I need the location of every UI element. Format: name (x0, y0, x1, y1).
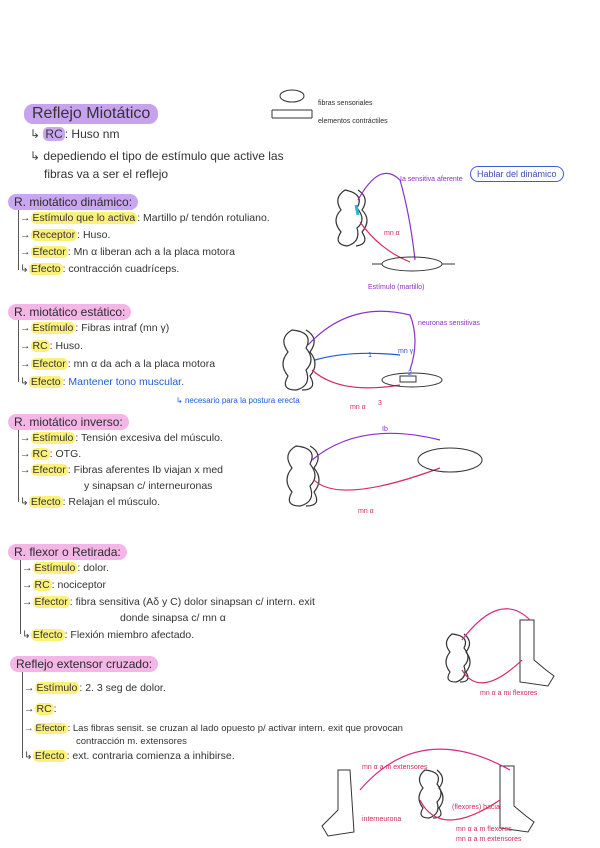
section-4-item-3: → Efector : fibra sensitiva (Aδ y C) dolor sinapsan c/ intern. exit (22, 596, 315, 608)
spindle-icon (272, 90, 312, 118)
spinal-cord-icon (287, 446, 319, 506)
top-icon-label-2: elementos contráctiles (318, 118, 388, 125)
diagram-5-label-5: mn α a m extensores (456, 836, 522, 843)
spinal-cord-icon (446, 634, 470, 682)
diagram-2-label-2: mn γ (398, 348, 414, 355)
intro-line-2: fibras va a ser el reflejo (44, 167, 169, 181)
intro-line-1-text: depediendo el tipo de estímulo que active las (43, 149, 284, 163)
section-1-item-3: → Efector : Mn α liberan ach a la placa motora (20, 246, 235, 258)
diagram-2-label-1: neuronas sensitivas (418, 320, 480, 327)
section-1-title: R. miotático dinámico: (8, 194, 138, 210)
section-3-item-3: → Efector : Fibras aferentes Ib viajan x med (20, 464, 224, 476)
diagram-1-label-3: Estímulo (martillo) (368, 284, 425, 291)
section-3-title: R. miotático inverso: (8, 414, 129, 430)
diagram-2-label-4: 1 (368, 352, 372, 359)
diagram-5-label-1: mn α a m extensores (362, 764, 428, 771)
alpha-fiber (312, 370, 400, 388)
spinal-cord-icon (419, 770, 443, 818)
diagram-3-label-2: mn α (358, 508, 374, 515)
diagram-1-label-2: mn α (384, 230, 400, 237)
section-4-item-4: donde sinapsa c/ mn α (120, 612, 226, 624)
section-5-item-3: → Efector : Las fibras sensit. se cruzan al lado opuesto p/ activar intern. exit que provocan (24, 723, 403, 734)
section-5-item-1: → Estímulo : 2. 3 seg de dolor. (24, 682, 166, 694)
gamma-fiber (315, 353, 400, 360)
section-2-item-2: → RC : Huso. (20, 340, 83, 352)
efferent-fiber (462, 660, 522, 683)
muscle-icon (382, 257, 442, 271)
intro-rc-key: RC (45, 127, 63, 141)
section-5-item-2: → RC : (24, 703, 57, 715)
diagram-2-label-5: 2 (408, 370, 412, 377)
note-bubble: Hablar del dinámico (470, 166, 564, 182)
section-2-item-4: ↳ Efecto : Mantener tono muscular. (20, 376, 184, 388)
section-3-item-4: y sinapsan c/ interneuronas (84, 480, 213, 492)
section-1-item-1: → Estímulo que lo activa : Martillo p/ tendón rotuliano. (20, 212, 270, 224)
page-title: Reflejo Miotático (24, 104, 158, 124)
section-2-note: ↳ necesario para la postura erecta (176, 396, 300, 405)
arrow-icon: ↳ (30, 127, 41, 141)
leg-icon (322, 770, 354, 836)
section-2-title: R. miotático estático: (8, 304, 131, 320)
diagram-2-label-3: mn α (350, 404, 366, 411)
afferent-fiber (308, 311, 415, 370)
diagram-5-label-2: interneurona (362, 816, 402, 823)
section-4-item-1: → Estímulo : dolor. (22, 562, 109, 574)
diagram-5-label-4: mn α a m flexores (456, 826, 512, 833)
section-4-item-2: → RC : nociceptor (22, 579, 106, 591)
section-1-item-4: ↳ Efecto : contracción cuadríceps. (20, 263, 180, 275)
muscle-icon (418, 448, 482, 472)
section-3-item-2: → RC : OTG. (20, 448, 82, 460)
top-icon-label-1: fibras sensoriales (318, 100, 373, 107)
diagram-1-label-1: Ia sensitiva aferente (400, 176, 463, 183)
arrow-icon: ↳ (30, 149, 41, 163)
muscle-icon (382, 373, 442, 387)
section-3-item-5: ↳ Efecto : Relajan el músculo. (20, 496, 161, 508)
section-5-item-5: ↳ Efecto : ext. contraria comienza a inhibirse. (24, 750, 235, 762)
section-5-item-4: contracción m. extensores (76, 736, 187, 747)
section-4-title: R. flexor o Retirada: (8, 544, 127, 560)
section-2-item-1: → Estímulo : Fibras intraf (mn γ) (20, 322, 170, 334)
leg-icon (500, 766, 534, 832)
diagram-5-label-3: (flexores) hacia (452, 804, 500, 811)
leg-icon (520, 620, 554, 686)
diagram-2-label-6: 3 (378, 400, 382, 407)
efferent-fiber (314, 468, 440, 490)
efferent-fiber (360, 222, 410, 262)
spinal-cord-icon (283, 330, 315, 390)
afferent-fiber (312, 433, 440, 460)
section-2-item-3: → Efector : mn α da ach a la placa motora (20, 358, 216, 370)
intro-rc-value: : Huso nm (64, 127, 120, 141)
diagram-3-label-1: Ib (382, 426, 388, 433)
section-1-item-2: → Receptor : Huso. (20, 229, 111, 241)
spinal-cord-icon (336, 190, 367, 246)
section-5-title: Reflejo extensor cruzado: (10, 656, 158, 672)
diagram-4-label-1: mn α a mi flexores (480, 690, 538, 697)
section-4-item-5: ↳ Efecto : Flexión miembro afectado. (22, 629, 195, 641)
section-3-item-1: → Estímulo : Tensión excesiva del músculo. (20, 432, 223, 444)
cyan-synapse (356, 205, 358, 215)
